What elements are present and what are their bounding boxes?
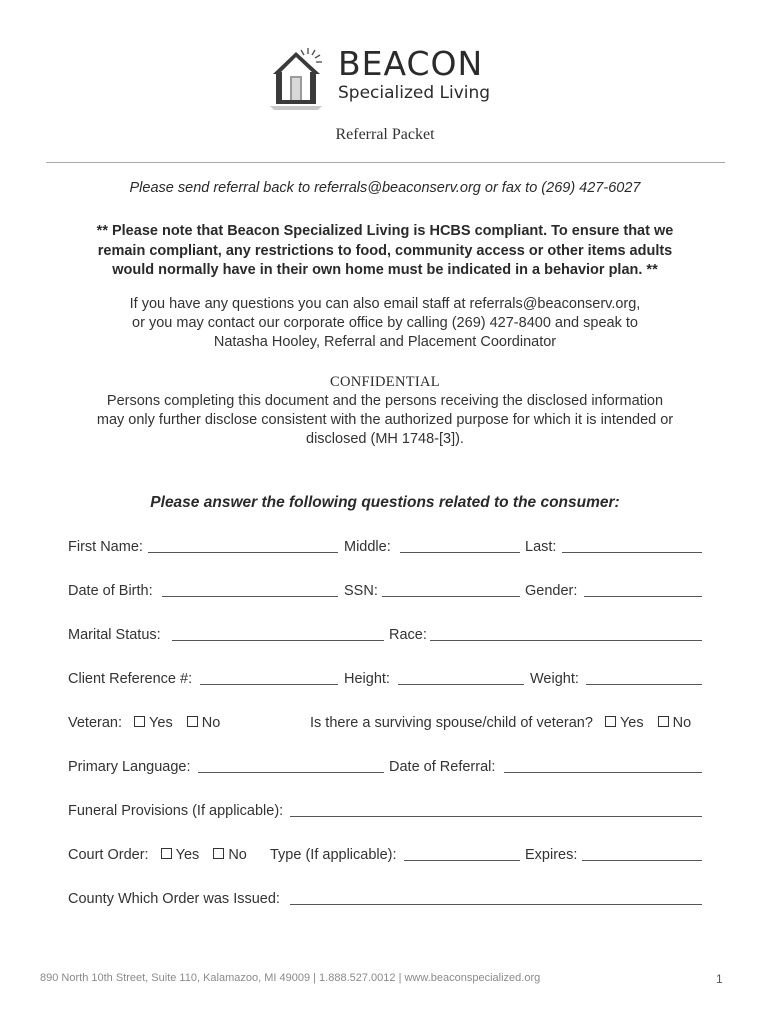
brand-subtitle: Specialized Living — [338, 83, 491, 103]
expires-label: Expires: — [525, 847, 578, 863]
page-number: 1 — [716, 972, 723, 986]
contact-line: Natasha Hooley, Referral and Placement Coordinator — [213, 334, 557, 350]
house-with-sun-icon — [268, 44, 332, 110]
confidential-text — [40, 392, 730, 449]
county-label: County Which Order was Issued: — [68, 891, 280, 907]
spouse-no-label: No — [672, 715, 692, 731]
dob-field[interactable] — [162, 596, 338, 597]
veteran-no-label: No — [201, 715, 221, 731]
gender-label: Gender: — [525, 583, 578, 599]
contact-line: or you may contact our corporate office by calling (269) 427-8400 and speak to — [132, 315, 638, 331]
dob-label: Date of Birth: — [68, 583, 153, 599]
page-title: Referral Packet — [335, 126, 435, 143]
primary-language-field[interactable] — [198, 772, 384, 773]
county-field[interactable] — [290, 904, 702, 905]
contact-info — [40, 295, 730, 352]
veteran-yes-label: Yes — [149, 715, 173, 731]
primary-language-label: Primary Language: — [68, 759, 191, 775]
funeral-provisions-field[interactable] — [290, 816, 702, 817]
footer-address: 890 North 10th Street, Suite 110, Kalamazoo, MI 49009 | 1.888.527.0012 | www.beaconspecialized.org — [40, 972, 541, 984]
divider — [46, 162, 725, 163]
weight-field[interactable] — [586, 684, 702, 685]
date-of-referral-field[interactable] — [504, 772, 702, 773]
court-order-no-checkbox[interactable] — [213, 848, 224, 859]
court-order-no-label: No — [228, 847, 247, 863]
court-order-label: Court Order: — [68, 847, 149, 863]
last-name-label: Last: — [525, 539, 557, 555]
hcbs-note-line: would normally have in their own home must be indicated in a behavior plan. ** — [112, 262, 658, 278]
middle-name-field[interactable] — [400, 552, 520, 553]
contact-line: If you have any questions you can also email staff at referrals@beaconserv.org, — [129, 296, 641, 312]
hcbs-note-line: ** Please note that Beacon Specialized Living is HCBS compliant. To ensure that we — [96, 223, 674, 239]
funeral-provisions-label: Funeral Provisions (If applicable): — [68, 803, 284, 819]
type-field[interactable] — [404, 860, 520, 861]
spouse-question-label: Is there a surviving spouse/child of veteran? — [310, 715, 593, 731]
spouse-row — [310, 714, 691, 732]
veteran-row — [68, 714, 220, 732]
marital-status-field[interactable] — [172, 640, 384, 641]
first-name-field[interactable] — [148, 552, 338, 553]
hcbs-note — [40, 222, 730, 281]
spouse-yes-label: Yes — [619, 715, 644, 731]
weight-label: Weight: — [530, 671, 579, 687]
race-field[interactable] — [430, 640, 702, 641]
veteran-yes-checkbox[interactable] — [134, 716, 145, 727]
court-order-yes-checkbox[interactable] — [161, 848, 172, 859]
confidential-heading: CONFIDENTIAL — [330, 374, 440, 390]
logo — [268, 44, 508, 110]
confidential-line: Persons completing this document and the persons receiving the disclosed information — [106, 393, 664, 409]
first-name-label: First Name: — [68, 539, 143, 555]
ssn-field[interactable] — [382, 596, 520, 597]
height-field[interactable] — [398, 684, 524, 685]
section-question: Please answer the following questions related to the consumer: — [150, 494, 620, 511]
spouse-yes-checkbox[interactable] — [605, 716, 616, 727]
court-order-yes-label: Yes — [175, 847, 200, 863]
expires-field[interactable] — [582, 860, 702, 861]
marital-status-label: Marital Status: — [68, 627, 161, 643]
court-order-row — [68, 846, 247, 864]
gender-field[interactable] — [584, 596, 702, 597]
middle-name-label: Middle: — [344, 539, 391, 555]
confidential-line: disclosed (MH 1748-[3]). — [306, 431, 464, 447]
type-label: Type (If applicable): — [270, 847, 397, 863]
client-reference-label: Client Reference #: — [68, 671, 193, 687]
veteran-label: Veteran: — [68, 715, 123, 731]
confidential-line: may only further disclose consistent with the authorized purpose for which it is intended or — [96, 412, 674, 428]
height-label: Height: — [344, 671, 390, 687]
client-reference-field[interactable] — [200, 684, 338, 685]
last-name-field[interactable] — [562, 552, 702, 553]
hcbs-note-line: remain compliant, any restrictions to food, community access or other items adults — [97, 242, 673, 259]
send-instructions: Please send referral back to referrals@beaconserv.org or fax to (269) 427-6027 — [129, 180, 641, 196]
race-label: Race: — [389, 627, 427, 643]
date-of-referral-label: Date of Referral: — [389, 759, 496, 775]
brand-name: BEACON — [338, 44, 484, 83]
ssn-label: SSN: — [344, 583, 378, 599]
veteran-no-checkbox[interactable] — [187, 716, 198, 727]
spouse-no-checkbox[interactable] — [658, 716, 669, 727]
